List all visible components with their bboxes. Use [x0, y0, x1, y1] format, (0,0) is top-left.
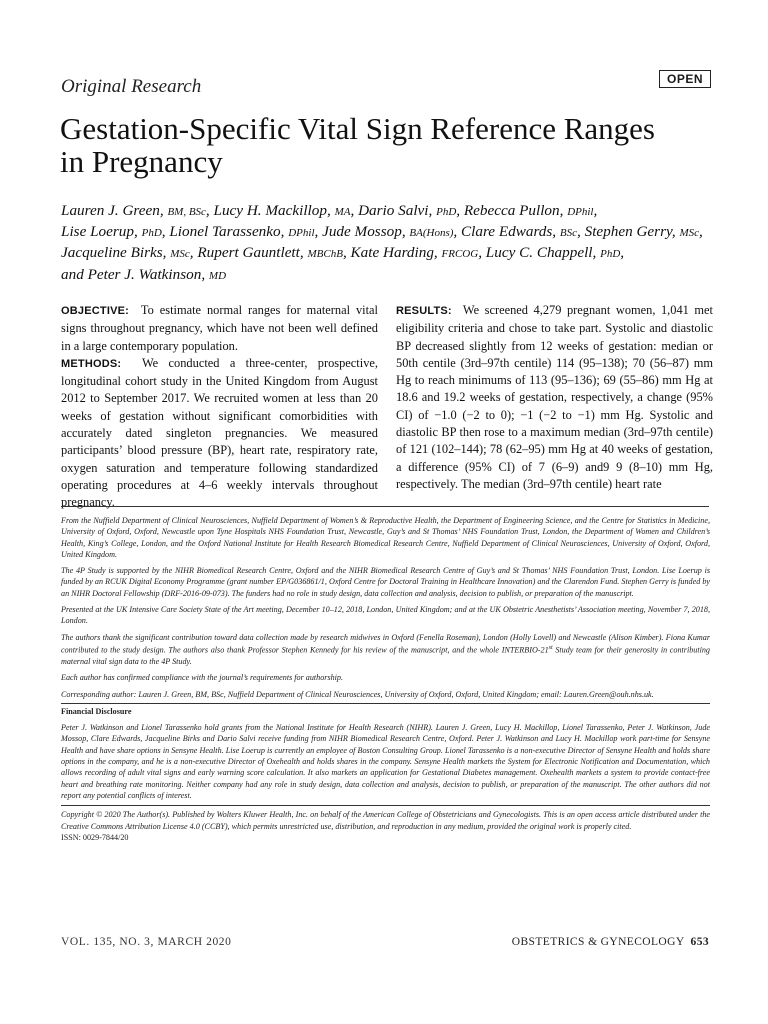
methods-text: We conducted a three-center, prospective, longitudinal cohort study in the United Kingdom from August 2012 to September 2017. We recruited women at less than 20 weeks of gestation without significant comorbidities with accurately dated singleton pregnancies. We measured participants’ blood pressure (BP), heart rate, respiratory rate, oxygen saturation and temperature following standardized operating procedures at 4–6 weekly intervals throughout pregnancy. — [61, 355, 378, 510]
author-degrees: PhD — [600, 248, 621, 261]
volume-info: VOL. 135, NO. 3, MARCH 2020 — [61, 936, 232, 948]
author-degrees: PhD — [141, 227, 162, 240]
funding-note: The 4P Study is supported by the NIHR Biomedical Research Centre, Oxford and the NIHR Biomedical Research Centre of Guy’s and St Thomas’ NHS Foundation Trust, London. Lise Loerup is funded by an RCUK Digital Economy Programme (grant number EP/G036861/1, Oxford Centre for Doctoral Training in Healthcare Innovation) and the Clarendon Fund. Stephen Gerry is funded by an NIHR Doctoral Fellowship (DRF-2016-09-073). The funders had no role in study design, data collection and analysis, decision to publish, or preparation of the manuscript. — [61, 566, 710, 598]
author: Lauren J. Green, BM, BSc — [61, 202, 206, 219]
abstract-objective — [61, 302, 378, 355]
results-label: RESULTS: — [396, 305, 452, 317]
author-degrees: MSc — [679, 227, 700, 240]
author: Peter J. Watkinson, MD — [87, 265, 227, 283]
author: Jacqueline Birks, MSc — [61, 244, 190, 262]
author-degrees: BA(Hons) — [409, 227, 454, 240]
copyright-divider — [61, 805, 710, 806]
author-degrees: PhD — [436, 206, 457, 218]
author-name: Kate Harding — [350, 244, 434, 262]
author-name: Rebecca Pullon — [463, 202, 560, 219]
acknowledgments-text: The authors thank the significant contribution toward data collection made by research midwives in Oxford (Fenella Roseman), London (Holly Lovell) and Newcastle (Alison Kimber). Fiona Kumar contributed to the study design. The authors also thank Professor Stephen Kennedy for his review of the manuscript, and the whole INTERBIO-21 — [61, 632, 710, 655]
author: Dario Salvi, PhD — [358, 202, 457, 219]
financial-disclosure-text: Peter J. Watkinson and Lionel Tarassenko hold grants from the National Institute for Health Research (NIHR). Lauren J. Green, Lucy H. Mackillop, Lionel Tarassenko, Peter J. Watkinson, Jude Mossop, Clare Edwards, Jacqueline Birks and Dario Salvi receive funding from NIHR Biomedical Research Centre, Oxford. Peter J. Watkinson and Lucy H. Mackillop work part-time for Sensyne Health and have share options in Sensyne Health. Lise Loerup is currently an employee of Boston Consulting Group. Lionel Tarassenko is a non-executive Director of Sensyne Health and holds share options in the company, and he is a non-executive Director of Oxehealth and holds shares in the company. Sensyne Health markets the System for Electronic Notification and Documentation, which allows recording of adult vital signs and early warning score calculation. It also markets an application for Gestational Diabetes management. Oxehealth markets a system to provide contact-free heart and breathing rate monitoring. Neither company had any role in study design, data collection and analysis, decision to publish, or preparation of the manuscript. The other authors did not report any potential conflicts of interest. — [61, 723, 710, 800]
results-text: We screened 4,279 pregnant women, 1,041 met eligibility criteria and chose to take part. Systolic and diastolic BP decreased slightly from 12 weeks of gestation: median or 50th centile (3rd–97th centile) 114 (95–138); 70 (56–87) mm Hg to reach minimums of 113 (95–136); 69 (55–86) mm Hg at 18.6 and 19.2 weeks of gestation, respectively, a change (95% CI) of −1.0 (−2 to 0); −1 (−2 to −1) mm Hg. Systolic and diastolic BP then rose to a maximum median (3rd–97th centile) of 121 (102–144); 78 (62–95) mm Hg at 40 weeks of gestation, a difference (95% CI) of 7 (6–9) and9 9 (8–10) mm Hg, respectively. The median (3rd–97th centile) heart rate — [396, 303, 713, 491]
author-degrees: FRCOG — [441, 248, 479, 261]
journal-footer — [512, 936, 709, 948]
author-name: Lucy H. Mackillop — [213, 202, 327, 219]
acknowledgments-superscript: st — [548, 644, 553, 651]
author-name: Clare Edwards — [461, 223, 553, 241]
author-name: Lucy C. Chappell — [485, 244, 593, 262]
objective-label: OBJECTIVE: — [61, 305, 130, 317]
author-name: Stephen Gerry — [584, 223, 672, 241]
author-name: Lise Loerup — [61, 223, 134, 241]
author-name: Lauren J. Green — [61, 202, 160, 219]
author: Lucy H. Mackillop, MA — [213, 202, 351, 219]
footnote-divider — [61, 506, 709, 507]
author: Lucy C. Chappell, PhD — [485, 244, 621, 262]
open-access-badge: OPEN — [659, 70, 711, 88]
author: Rebecca Pullon, DPhil — [463, 202, 594, 219]
author-degrees: DPhil — [567, 206, 594, 218]
abstract-methods — [61, 355, 378, 512]
author-degrees: BSc — [559, 227, 577, 240]
author-name: Jacqueline Birks — [61, 244, 163, 262]
author-name: Rupert Gauntlett — [197, 244, 300, 262]
affiliations-note: From the Nuffield Department of Clinical Neurosciences, Nuffield Department of Women’s & Reproductive Health, the Department of Engineering Science, and the Centre for Statistics in Medicine, University of Oxford, Oxford, Newcastle upon Tyne Hospitals NHS Foundation Trust, Newcastle, Guy’s and St Thomas’ NHS Foundation Trust, London, the Department of Women and Children’s Health, King’s College, London, and the Oxford National Institute for Health Research Biomedical Research Centre, Nuffield Department of Clinical Neurosciences, University of Oxford, Oxford, United Kingdom. — [61, 516, 710, 559]
author: Clare Edwards, BSc — [461, 223, 577, 241]
author: Lionel Tarassenko, DPhil — [169, 223, 315, 241]
author-degrees: MSc — [170, 248, 190, 261]
objective-text: To estimate normal ranges for maternal vital signs throughout pregnancy, which have not been well defined in a large contemporary population. — [61, 303, 378, 353]
author: Jude Mossop, BA(Hons) — [322, 223, 454, 241]
author-degrees: DPhil — [288, 227, 315, 240]
methods-label: METHODS: — [61, 357, 122, 370]
author: Rupert Gauntlett, MBChB — [197, 244, 343, 262]
corresponding-author-note: Corresponding author: Lauren J. Green, BM, BSc, Nuffield Department of Clinical Neurosciences, University of Oxford, Oxford, United Kingdom; email: Lauren.Green@ouh.nhs.uk. — [61, 689, 654, 699]
abstract-results — [396, 302, 713, 493]
financial-disclosure-title: Financial Disclosure — [61, 706, 132, 716]
issn: ISSN: 0029-7844/20 — [61, 832, 129, 842]
author: Kate Harding, FRCOG — [350, 244, 479, 262]
author-degrees: MD — [208, 269, 227, 282]
financial-divider — [61, 703, 710, 704]
author-degrees: MA — [334, 206, 351, 218]
abstract-left-column — [61, 302, 378, 512]
author-degrees: MBChB — [307, 248, 343, 261]
footnotes — [61, 515, 710, 843]
copyright-note: Copyright © 2020 The Author(s). Published by Wolters Kluwer Health, Inc. on behalf of the American College of Obstetricians and Gynecologists. This is an open access article distributed under the Creative Commons Attribution License 4.0 (CCBY), which permits unrestricted use, distribution, and reproduction in any medium, provided the original work is properly cited. — [61, 810, 710, 831]
author-list: Lauren J. Green, BM, BSc, Lucy H. Mackillop, MA, Dario Salvi, PhD, Rebecca Pullon, DPhil, Lise Loerup, PhD, Lionel Tarassenko, DPhil, Jude Mossop, BA(Hons), Clare Edwards, BSc, Stephen Gerry, MSc, Jacqueline Birks, MSc, Rupert Gauntlett, MBChB, Kate Harding, FRCOG, Lucy C. Chappell, PhD, and Peter J. Watkinson, MD — [61, 202, 703, 283]
journal-name: OBSTETRICS & GYNECOLOGY — [511, 936, 685, 948]
author-name: Dario Salvi — [358, 202, 429, 219]
author: Stephen Gerry, MSc — [584, 223, 700, 241]
acknowledgments-text-end: Study team for their generosity in contributing maternal vital sign data to the 4P Study. — [61, 645, 710, 666]
author: Lise Loerup, PhD — [61, 223, 162, 241]
acknowledgments-note — [61, 632, 710, 668]
author-degrees: BM, BSc — [167, 206, 206, 218]
author-name: Jude Mossop — [322, 223, 402, 241]
author-name: Peter J. Watkinson — [87, 265, 202, 283]
presented-note: Presented at the UK Intensive Care Society State of the Art meeting, December 10–12, 2018, London, United Kingdom; and at the UK Obstetric Anesthetists’ Association meeting, November 7, 2018, London. — [61, 605, 710, 626]
author-name: Lionel Tarassenko — [169, 223, 281, 241]
abstract-right-column — [396, 302, 713, 493]
compliance-note: Each author has confirmed compliance with the journal’s requirements for authorship. — [61, 673, 344, 683]
section-label: Original Research — [61, 76, 202, 97]
article-title: Gestation-Specific Vital Sign Reference Ranges in Pregnancy — [60, 111, 655, 179]
page-number: 653 — [690, 936, 709, 948]
